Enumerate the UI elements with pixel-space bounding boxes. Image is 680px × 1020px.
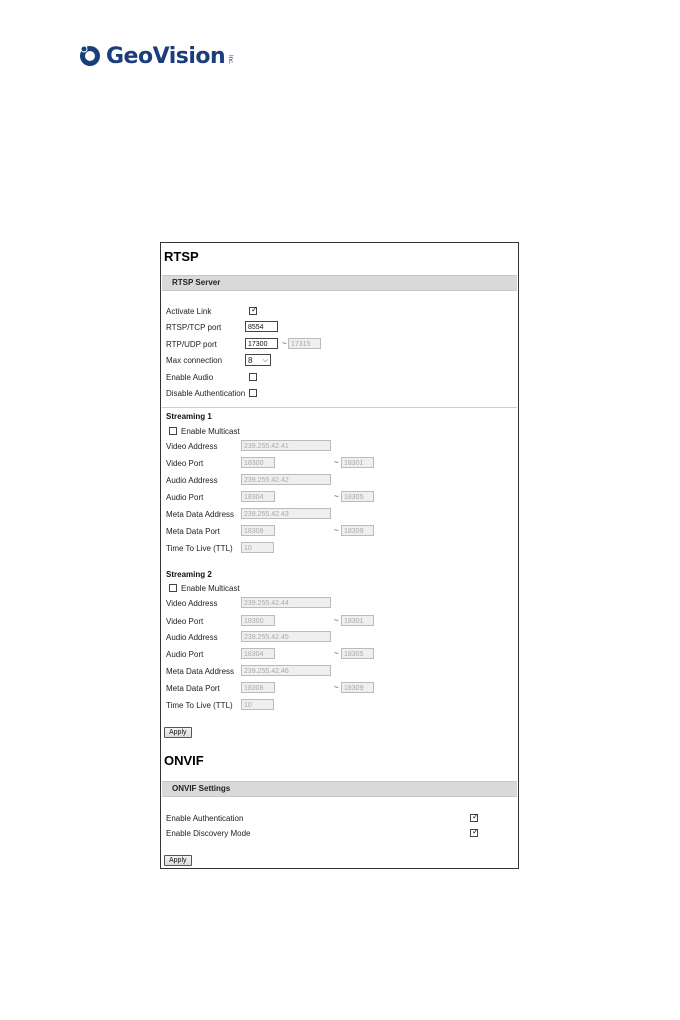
streaming-1-multicast-checkbox[interactable] [169,427,177,435]
rtsp-title: RTSP [164,249,199,264]
s2-audio-address-label: Audio Address [166,633,218,642]
activate-link-label: Activate Link [166,307,212,316]
rtsp-tcp-port-input[interactable]: 8554 [245,321,278,332]
streaming-2-title: Streaming 2 [166,570,212,579]
chevron-down-icon: ⌵ [262,357,268,364]
logo-mark-icon [78,44,102,68]
range-separator: ~ [334,492,339,501]
s1-audio-port-start-input: 18304 [241,491,275,502]
s2-video-address-label: Video Address [166,599,218,608]
s2-audio-port-start-input: 18304 [241,648,275,659]
enable-discovery-mode-label: Enable Discovery Mode [166,829,251,838]
rtsp-tcp-port-label: RTSP/TCP port [166,323,222,332]
s1-ttl-label: Time To Live (TTL) [166,544,233,553]
s2-meta-address-label: Meta Data Address [166,667,235,676]
s1-video-address-label: Video Address [166,442,218,451]
range-separator: ~ [282,339,287,348]
range-separator: ~ [334,616,339,625]
max-connection-select[interactable] [245,354,271,366]
range-separator: ~ [334,683,339,692]
rtsp-server-bar: RTSP Server [162,275,517,291]
s2-meta-port-end-input: 18309 [341,682,374,693]
enable-authentication-label: Enable Authentication [166,814,244,823]
s2-video-port-label: Video Port [166,617,204,626]
disable-authentication-checkbox[interactable] [249,389,257,397]
s1-audio-address-label: Audio Address [166,476,218,485]
rtsp-apply-button[interactable]: Apply [164,727,192,738]
check-icon: ✓ [472,812,479,821]
s2-audio-port-label: Audio Port [166,650,204,659]
s1-video-port-start-input: 18300 [241,457,275,468]
s2-audio-port-end-input: 18305 [341,648,374,659]
s1-meta-port-end-input: 18309 [341,525,374,536]
onvif-apply-button[interactable]: Apply [164,855,192,866]
range-separator: ~ [334,526,339,535]
rtp-udp-port-end-input: 17315 [288,338,321,349]
s2-meta-address-input: 239.255.42.46 [241,665,331,676]
disable-authentication-label: Disable Authentication [166,389,246,398]
check-icon: ✓ [251,305,258,314]
max-connection-label: Max connection [166,356,223,365]
s2-video-port-start-input: 18300 [241,615,275,626]
streaming-2-multicast-checkbox[interactable] [169,584,177,592]
enable-discovery-mode-checkbox[interactable] [470,829,478,837]
s1-ttl-input: 10 [241,542,274,553]
s2-audio-address-input: 239.255.42.45 [241,631,331,642]
check-icon: ✓ [472,827,479,836]
s1-video-port-label: Video Port [166,459,204,468]
s1-audio-port-label: Audio Port [166,493,204,502]
s1-audio-port-end-input: 18305 [341,491,374,502]
activate-link-checkbox[interactable] [249,307,257,315]
s2-meta-port-label: Meta Data Port [166,684,220,693]
s2-meta-port-start-input: 18308 [241,682,275,693]
logo-text: GeoVision [106,43,226,69]
geovision-logo [78,38,233,74]
s2-video-port-end-input: 18301 [341,615,374,626]
range-separator: ~ [334,649,339,658]
enable-audio-label: Enable Audio [166,373,214,382]
range-separator: ~ [334,458,339,467]
rtp-udp-port-label: RTP/UDP port [166,340,217,349]
s1-meta-address-label: Meta Data Address [166,510,235,519]
max-connection-value: 8 [248,356,253,365]
streaming-1-multicast-label: Enable Multicast [181,427,240,436]
s1-video-port-end-input: 18301 [341,457,374,468]
rtp-udp-port-input[interactable]: 17300 [245,338,278,349]
streaming-1-title: Streaming 1 [166,412,212,421]
onvif-title: ONVIF [164,753,204,768]
s1-meta-port-start-input: 18308 [241,525,275,536]
logo-suffix: Inc. [227,55,234,65]
s1-video-address-input: 239.255.42.41 [241,440,331,451]
s1-audio-address-input: 239.255.42.42 [241,474,331,485]
streaming-2-multicast-label: Enable Multicast [181,584,240,593]
s2-ttl-input: 10 [241,699,274,710]
settings-panel [160,242,519,869]
s1-meta-port-label: Meta Data Port [166,527,220,536]
s2-video-address-input: 239.255.42.44 [241,597,331,608]
enable-authentication-checkbox[interactable] [470,814,478,822]
divider [162,407,517,408]
s1-meta-address-input: 239.255.42.43 [241,508,331,519]
s2-ttl-label: Time To Live (TTL) [166,701,233,710]
onvif-settings-bar: ONVIF Settings [162,781,517,797]
enable-audio-checkbox[interactable] [249,373,257,381]
